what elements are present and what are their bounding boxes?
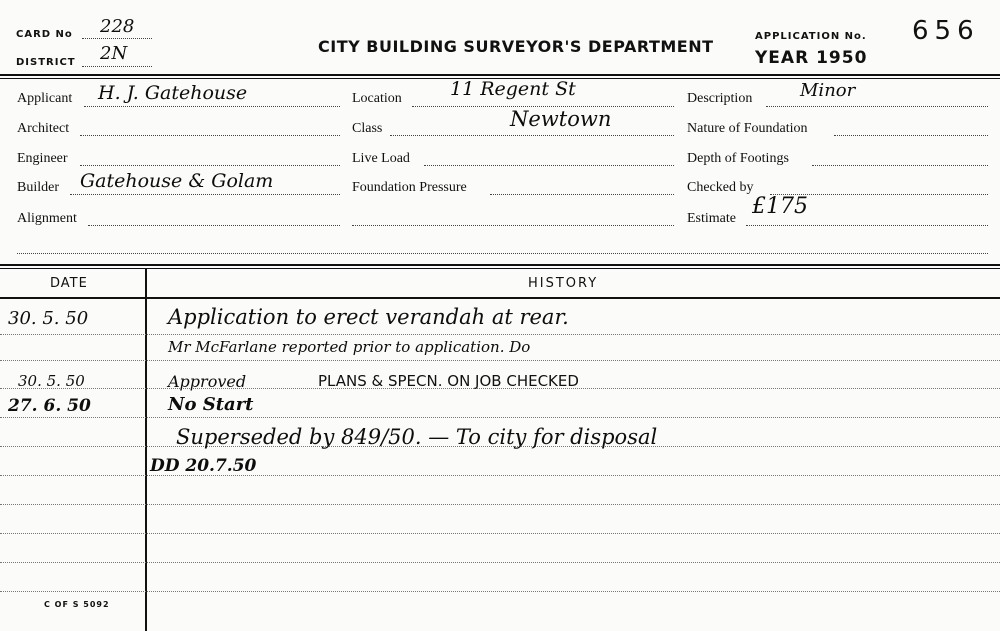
live-load-label: Live Load [352, 151, 410, 166]
description-value: Minor [800, 80, 856, 101]
nature-label: Nature of Foundation [687, 121, 808, 136]
application-label: APPLICATION No. [755, 31, 867, 42]
row-1-date: 30. 5. 50 [8, 308, 89, 329]
fields-bottom-line [17, 253, 988, 254]
nature-line [834, 135, 988, 136]
district-label: DISTRICT [16, 57, 76, 68]
engineer-line [80, 165, 340, 166]
ruled-line [0, 504, 1000, 505]
row-4-text: No Start [168, 394, 254, 415]
row-2-text: Mr McFarlane reported prior to application. Do [168, 338, 531, 356]
district-value: 2N [100, 43, 128, 64]
history-header: HISTORY [528, 276, 599, 291]
estimate-label: Estimate [687, 211, 736, 226]
row-5-text: Superseded by 849/50. — To city for disposal [176, 425, 658, 449]
form-code: C OF S 5092 [44, 600, 110, 609]
class-label: Class [352, 121, 383, 136]
table-top-rule-thin [0, 268, 1000, 269]
header-rule [0, 74, 1000, 76]
live-load-line [424, 165, 674, 166]
date-header: DATE [50, 276, 88, 291]
alignment-line [88, 225, 340, 226]
department-title: CITY BUILDING SURVEYOR'S DEPARTMENT [318, 37, 714, 56]
foundation-pressure-line [490, 194, 674, 195]
plans-checked-stamp: PLANS & SPECN. ON JOB CHECKED [318, 372, 579, 390]
ruled-line [0, 533, 1000, 534]
row-6-text: DD 20.7.50 [150, 456, 257, 476]
class-value: Newtown [510, 107, 612, 131]
applicant-value: H. J. Gatehouse [98, 82, 248, 104]
ruled-line [0, 417, 1000, 418]
column2-blank-line [352, 225, 674, 226]
row-4-date: 27. 6. 50 [8, 396, 91, 416]
application-number: 656 [912, 16, 980, 46]
depth-line [812, 165, 988, 166]
date-column-divider [145, 268, 147, 631]
description-label: Description [687, 91, 753, 106]
applicant-line [84, 106, 340, 107]
ruled-line [0, 591, 1000, 592]
card-no-label: CARD No [16, 29, 73, 40]
location-value: 11 Regent St [450, 78, 576, 100]
row-1-text: Application to erect verandah at rear. [168, 305, 569, 329]
year-label: YEAR 1950 [755, 48, 868, 68]
architect-label: Architect [17, 121, 70, 136]
ruled-line [0, 360, 1000, 361]
description-line [766, 106, 988, 107]
builder-value: Gatehouse & Golam [80, 170, 274, 192]
engineer-label: Engineer [17, 151, 68, 166]
alignment-label: Alignment [17, 211, 77, 226]
depth-label: Depth of Footings [687, 151, 789, 166]
location-label: Location [352, 91, 402, 106]
row-3-text: Approved [168, 372, 247, 391]
table-header-rule [0, 297, 1000, 299]
ruled-line [0, 334, 1000, 335]
foundation-pressure-label: Foundation Pressure [352, 180, 467, 195]
checked-label: Checked by [687, 180, 754, 195]
builder-label: Builder [17, 180, 59, 195]
applicant-label: Applicant [17, 91, 73, 106]
table-top-rule [0, 264, 1000, 266]
estimate-line [746, 225, 988, 226]
district-line [82, 66, 152, 67]
estimate-value: £175 [752, 194, 808, 219]
builder-line [70, 194, 340, 195]
card-no-value: 228 [100, 16, 135, 37]
architect-line [80, 135, 340, 136]
row-3-date: 30. 5. 50 [18, 372, 85, 390]
card-no-line [82, 38, 152, 39]
ruled-line [0, 562, 1000, 563]
class-line [390, 135, 674, 136]
